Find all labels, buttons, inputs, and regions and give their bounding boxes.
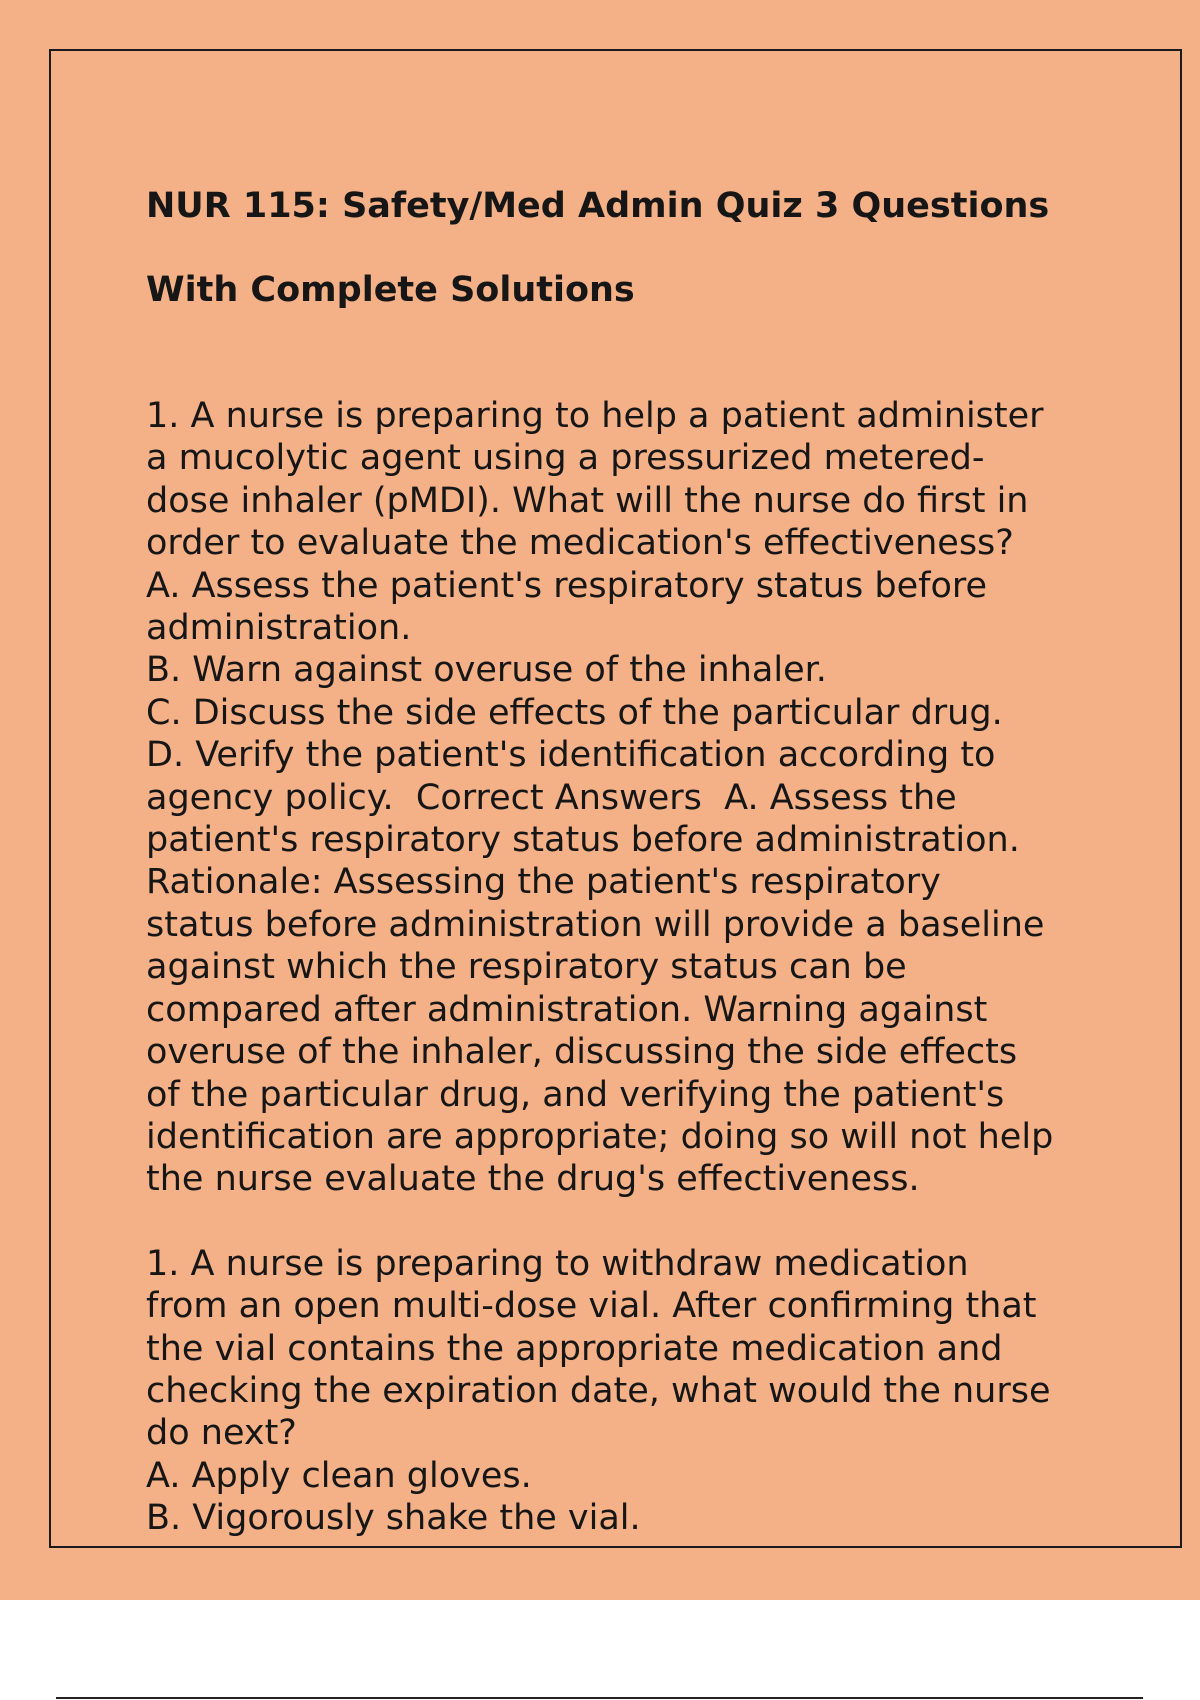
question-1-rationale: compared after administration. Warning against (146, 989, 988, 1030)
question-2-option-a: A. Apply clean gloves. (146, 1455, 532, 1496)
question-1-rationale: Rationale: Assessing the patient's respiratory (146, 862, 941, 903)
question-1-option-c: C. Discuss the side effects of the particular drug. (146, 692, 1003, 733)
question-2-line: do next? (146, 1413, 297, 1454)
document-title (146, 143, 1096, 353)
document-body (146, 143, 1096, 1540)
question-1-line: order to evaluate the medication's effectiveness? (146, 523, 1014, 564)
question-1-answer: agency policy. Correct Answers A. Assess the (146, 777, 957, 818)
question-1-line: dose inhaler (pMDI). What will the nurse do first in (146, 480, 1029, 521)
question-1-rationale: of the particular drug, and verifying the patient's (146, 1074, 1005, 1115)
question-2 (146, 1243, 1096, 1540)
question-1-rationale: the nurse evaluate the drug's effectiveness. (146, 1159, 920, 1200)
question-1-option-a: A. Assess the patient's respiratory status before (146, 565, 988, 606)
question-1-option-d: D. Verify the patient's identification according to (146, 735, 996, 776)
question-2-line: from an open multi-dose vial. After confirming that (146, 1286, 1037, 1327)
question-1-option-b: B. Warn against overuse of the inhaler. (146, 650, 827, 691)
question-1-rationale: overuse of the inhaler, discussing the side effects (146, 1032, 1018, 1073)
question-1 (146, 395, 1096, 1201)
question-1-answer-cont: patient's respiratory status before administration. (146, 820, 1020, 861)
footer-divider (56, 1697, 1143, 1699)
question-2-line: the vial contains the appropriate medication and (146, 1328, 1003, 1369)
question-2-line: checking the expiration date, what would the nurse (146, 1370, 1051, 1411)
question-2-line: 1. A nurse is preparing to withdraw medication (146, 1243, 969, 1284)
question-1-rationale: against which the respiratory status can be (146, 947, 907, 988)
question-1-rationale: identification are appropriate; doing so will not help (146, 1116, 1054, 1157)
question-1-line: 1. A nurse is preparing to help a patient administer (146, 396, 1044, 436)
question-1-rationale: status before administration will provide a baseline (146, 904, 1045, 945)
question-1-line: a mucolytic agent using a pressurized metered- (146, 438, 985, 479)
question-1-option-a-cont: administration. (146, 608, 412, 649)
title-line: NUR 115: Safety/Med Admin Quiz 3 Questions (146, 186, 1050, 226)
question-2-option-b: B. Vigorously shake the vial. (146, 1498, 641, 1539)
title-line: With Complete Solutions (146, 270, 635, 310)
